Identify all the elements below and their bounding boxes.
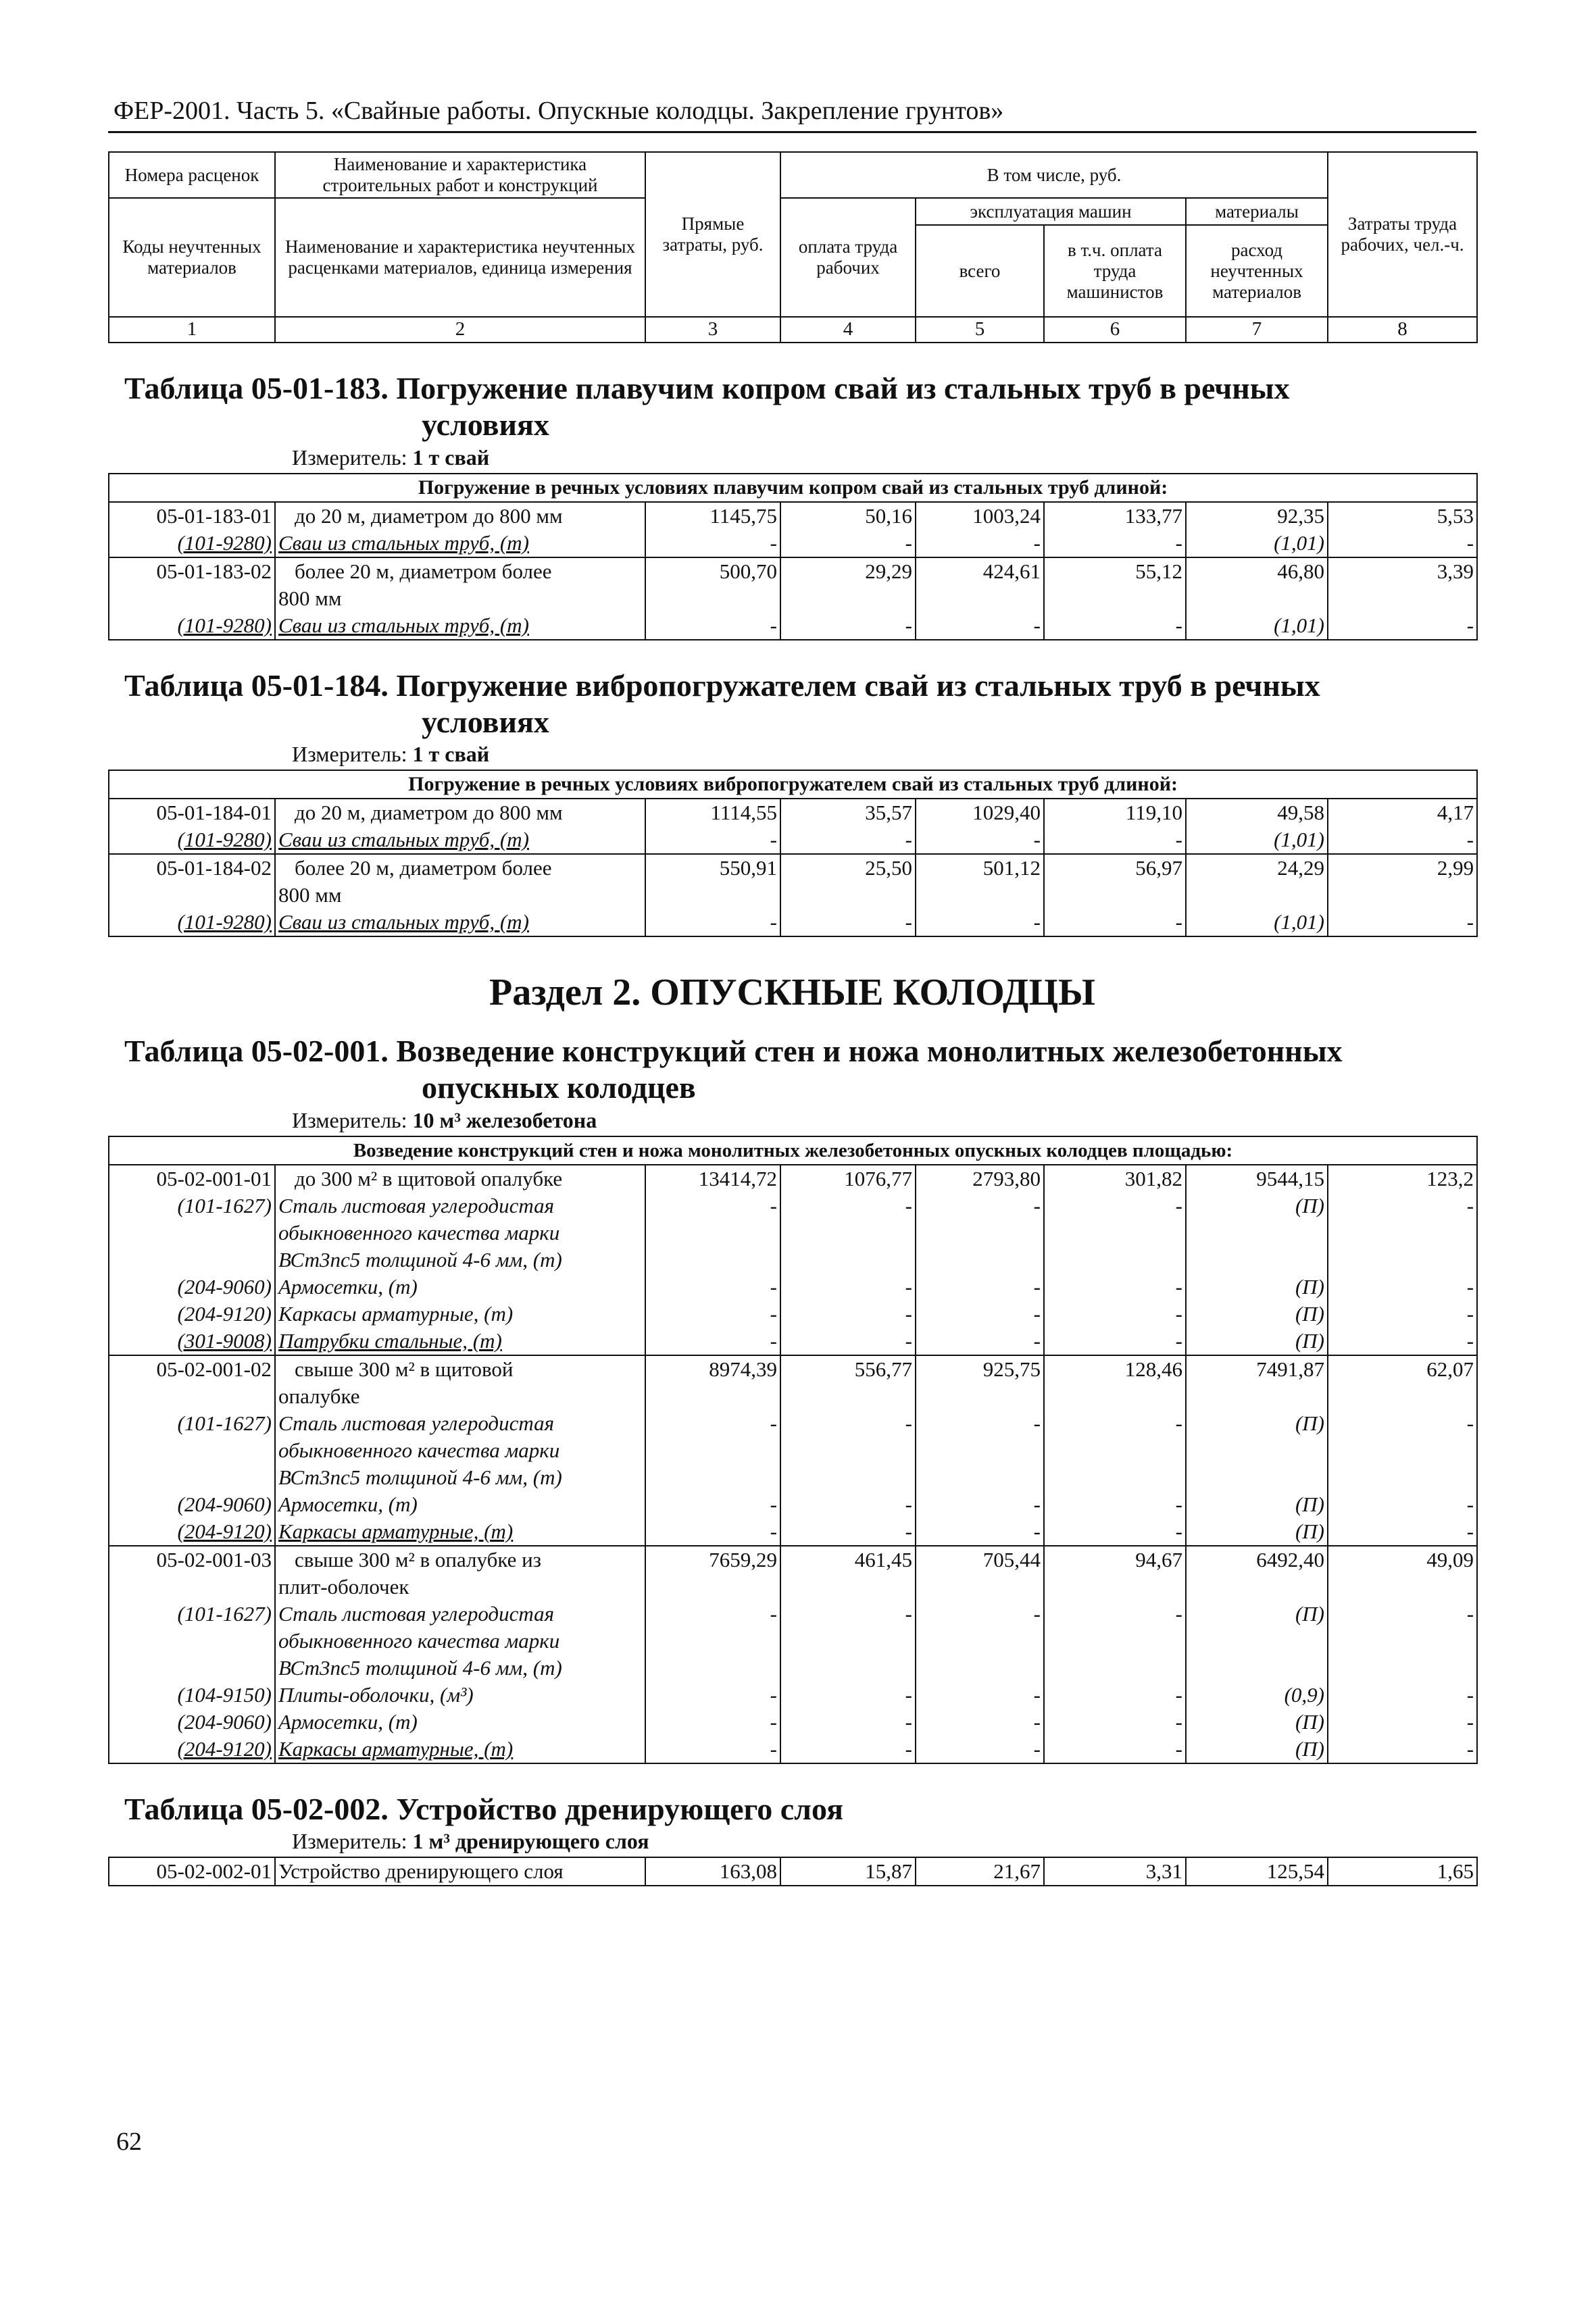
resource-name-line: Сталь листовая углеродистая xyxy=(278,1601,555,1626)
labor: - xyxy=(1328,1491,1477,1518)
materials: (1,01) xyxy=(1186,826,1328,854)
labor: - xyxy=(1328,1682,1477,1709)
direct-costs: - xyxy=(645,1518,780,1546)
header-materials: материалы xyxy=(1186,198,1328,225)
wage: - xyxy=(780,1328,916,1355)
machines-total: - xyxy=(916,1274,1044,1301)
machines-operators: 119,10 xyxy=(1044,799,1186,826)
measure-unit xyxy=(292,742,1476,767)
labor: - xyxy=(1328,1518,1477,1546)
wage: 35,57 xyxy=(780,799,916,826)
header-machines: эксплуатация машин xyxy=(916,198,1186,225)
wage: - xyxy=(780,1491,916,1518)
machines-operators: - xyxy=(1044,1328,1186,1355)
rate-name xyxy=(275,1546,645,1601)
measure-unit xyxy=(292,445,1476,470)
machines-total: - xyxy=(916,1709,1044,1736)
rate-name: до 20 м, диаметром до 800 мм xyxy=(275,799,645,826)
header-code-bottom: Коды неучтенных материалов xyxy=(109,198,275,317)
machines-total: - xyxy=(916,1491,1044,1518)
labor: - xyxy=(1328,1192,1477,1274)
header-code-top: Номера расценок xyxy=(109,152,275,198)
machines-operators: - xyxy=(1044,1491,1186,1518)
direct-costs: - xyxy=(645,612,780,640)
table-title-line: Таблица 05-01-184. Погружение вибропогружателем свай из стальных труб в речных xyxy=(124,668,1320,703)
wage: - xyxy=(780,612,916,640)
rate-code: 05-02-001-03 xyxy=(109,1546,275,1601)
direct-costs: - xyxy=(645,1491,780,1518)
wage: - xyxy=(780,1410,916,1491)
resource-code: (204-9060) xyxy=(109,1274,275,1301)
wage: - xyxy=(780,1518,916,1546)
table-row xyxy=(109,1328,1477,1355)
materials: (П) xyxy=(1186,1491,1328,1518)
resource-name: Сваи из стальных труб, (т) xyxy=(275,530,645,557)
rate-name-line: опалубке xyxy=(278,1384,360,1408)
materials: (1,01) xyxy=(1186,909,1328,936)
labor: 1,65 xyxy=(1328,1857,1477,1886)
header-labor: Затраты труда рабочих, чел.-ч. xyxy=(1328,152,1477,317)
materials: 46,80 xyxy=(1186,557,1328,612)
machines-total: 925,75 xyxy=(916,1355,1044,1410)
materials: 7491,87 xyxy=(1186,1355,1328,1410)
measure-label: Измеритель: xyxy=(292,1828,413,1853)
machines-operators: - xyxy=(1044,1301,1186,1328)
direct-costs: 1114,55 xyxy=(645,799,780,826)
direct-costs: - xyxy=(645,1301,780,1328)
labor: 49,09 xyxy=(1328,1546,1477,1601)
rate-name: Устройство дренирующего слоя xyxy=(275,1857,645,1886)
materials: 9544,15 xyxy=(1186,1165,1328,1192)
labor: - xyxy=(1328,1328,1477,1355)
resource-name-line: обыкновенного качества марки xyxy=(278,1438,560,1462)
direct-costs: - xyxy=(645,1274,780,1301)
wage: 461,45 xyxy=(780,1546,916,1601)
machines-operators: - xyxy=(1044,1601,1186,1682)
machines-total: - xyxy=(916,909,1044,936)
wage: 1076,77 xyxy=(780,1165,916,1192)
col-num: 1 xyxy=(109,317,275,343)
labor: - xyxy=(1328,909,1477,936)
col-num: 7 xyxy=(1186,317,1328,343)
rate-name xyxy=(275,1355,645,1410)
resource-code: (101-1627) xyxy=(109,1410,275,1491)
wage: - xyxy=(780,826,916,854)
materials: (П) xyxy=(1186,1192,1328,1274)
machines-operators: - xyxy=(1044,530,1186,557)
machines-operators: 56,97 xyxy=(1044,854,1186,909)
resource-name xyxy=(275,1601,645,1682)
machines-operators: - xyxy=(1044,826,1186,854)
resource-name: Каркасы арматурные, (т) xyxy=(275,1736,645,1763)
machines-operators: 3,31 xyxy=(1044,1857,1186,1886)
labor: - xyxy=(1328,530,1477,557)
table-row xyxy=(109,854,1477,909)
labor: - xyxy=(1328,612,1477,640)
machines-total: - xyxy=(916,530,1044,557)
materials: (П) xyxy=(1186,1518,1328,1546)
machines-operators: - xyxy=(1044,1682,1186,1709)
direct-costs: - xyxy=(645,1736,780,1763)
group-heading: Погружение в речных условиях вибропогружателем свай из стальных труб длиной: xyxy=(109,770,1477,799)
running-head: ФЕР-2001. Часть 5. «Свайные работы. Опускные колодцы. Закрепление грунтов» xyxy=(114,97,1004,125)
rate-code: 05-01-184-02 xyxy=(109,854,275,909)
direct-costs: 8974,39 xyxy=(645,1355,780,1410)
wage: - xyxy=(780,909,916,936)
table-row xyxy=(109,1601,1477,1682)
wage: - xyxy=(780,1192,916,1274)
resource-name: Плиты-оболочки, (м³) xyxy=(275,1682,645,1709)
table-row xyxy=(109,1682,1477,1709)
rate-code: 05-01-183-01 xyxy=(109,502,275,530)
table-row xyxy=(109,1192,1477,1274)
pricing-table xyxy=(108,473,1478,640)
measure-value: 1 м³ дренирующего слоя xyxy=(412,1828,649,1853)
col-num: 3 xyxy=(645,317,780,343)
group-heading: Возведение конструкций стен и ножа монолитных железобетонных опускных колодцев площадью: xyxy=(109,1136,1477,1165)
machines-total: - xyxy=(916,1192,1044,1274)
rate-name-line: 800 мм xyxy=(278,586,342,610)
table-row xyxy=(109,502,1477,530)
table-title xyxy=(124,668,1476,741)
table-row xyxy=(109,1410,1477,1491)
rate-name: до 300 м² в щитовой опалубке xyxy=(275,1165,645,1192)
materials: (П) xyxy=(1186,1736,1328,1763)
resource-code: (101-1627) xyxy=(109,1601,275,1682)
resource-name: Сваи из стальных труб, (т) xyxy=(275,826,645,854)
measure-label: Измеритель: xyxy=(292,445,413,470)
direct-costs: - xyxy=(645,826,780,854)
col-num: 4 xyxy=(780,317,916,343)
header-name-bottom: Наименование и характеристика неучтенных расценками материалов, единица измерения xyxy=(275,198,645,317)
materials: (П) xyxy=(1186,1301,1328,1328)
labor: 62,07 xyxy=(1328,1355,1477,1410)
materials: (П) xyxy=(1186,1328,1328,1355)
rate-name-line: более 20 м, диаметром более xyxy=(295,856,552,880)
wage: 50,16 xyxy=(780,502,916,530)
machines-total: 501,12 xyxy=(916,854,1044,909)
resource-name: Сваи из стальных труб, (т) xyxy=(275,612,645,640)
wage: - xyxy=(780,1709,916,1736)
wage: 15,87 xyxy=(780,1857,916,1886)
machines-total: - xyxy=(916,1518,1044,1546)
labor: 2,99 xyxy=(1328,854,1477,909)
rate-name-line: плит-оболочек xyxy=(278,1574,409,1599)
column-header-table xyxy=(108,151,1478,343)
machines-operators: - xyxy=(1044,1736,1186,1763)
materials: 6492,40 xyxy=(1186,1546,1328,1601)
materials: (1,01) xyxy=(1186,530,1328,557)
labor: 123,2 xyxy=(1328,1165,1477,1192)
column-number-row xyxy=(109,317,1477,343)
resource-name xyxy=(275,1192,645,1274)
col-num: 2 xyxy=(275,317,645,343)
table-title-line: Таблица 05-02-001. Возведение конструкций стен и ножа монолитных железобетонных xyxy=(124,1034,1343,1069)
wage: - xyxy=(780,1682,916,1709)
machines-total: - xyxy=(916,1682,1044,1709)
machines-total: - xyxy=(916,1736,1044,1763)
wage: - xyxy=(780,530,916,557)
direct-costs: - xyxy=(645,1192,780,1274)
table-row xyxy=(109,557,1477,612)
machines-operators: 301,82 xyxy=(1044,1165,1186,1192)
resource-name-line: обыкновенного качества марки xyxy=(278,1220,560,1244)
machines-total: - xyxy=(916,612,1044,640)
machines-operators: 133,77 xyxy=(1044,502,1186,530)
header-name-top: Наименование и характеристика строительных работ и конструкций xyxy=(275,152,645,198)
direct-costs: - xyxy=(645,530,780,557)
table-row xyxy=(109,1709,1477,1736)
measure-label: Измеритель: xyxy=(292,1107,413,1132)
resource-name: Армосетки, (т) xyxy=(275,1274,645,1301)
header-direct-costs: Прямые затраты, руб. xyxy=(645,152,780,317)
rate-name: до 20 м, диаметром до 800 мм xyxy=(275,502,645,530)
header-machines-operators: в т.ч. оплата труда машинистов xyxy=(1044,225,1186,317)
header-rule xyxy=(108,131,1476,133)
machines-operators: 94,67 xyxy=(1044,1546,1186,1601)
labor: - xyxy=(1328,1736,1477,1763)
wage: 29,29 xyxy=(780,557,916,612)
resource-name: Сваи из стальных труб, (т) xyxy=(275,909,645,936)
direct-costs: 1145,75 xyxy=(645,502,780,530)
resource-name-line: Сталь листовая углеродистая xyxy=(278,1411,555,1435)
group-heading: Погружение в речных условиях плавучим копром свай из стальных труб длиной: xyxy=(109,474,1477,502)
header-materials-unaccounted: расход неучтенных материалов xyxy=(1186,225,1328,317)
table-row xyxy=(109,612,1477,640)
table-row xyxy=(109,1491,1477,1518)
direct-costs: 500,70 xyxy=(645,557,780,612)
resource-name: Каркасы арматурные, (т) xyxy=(275,1301,645,1328)
table-title-line: опускных колодцев xyxy=(422,1070,696,1105)
resource-name-line: ВСт3пс5 толщиной 4-6 мм, (т) xyxy=(278,1655,562,1680)
labor: - xyxy=(1328,826,1477,854)
measure-unit xyxy=(292,1829,1476,1854)
resource-code: (101-1627) xyxy=(109,1192,275,1274)
pricing-table xyxy=(108,1136,1478,1764)
pricing-table xyxy=(108,1857,1478,1886)
measure-unit xyxy=(292,1108,1476,1133)
machines-operators: - xyxy=(1044,612,1186,640)
wage: - xyxy=(780,1736,916,1763)
col-num: 6 xyxy=(1044,317,1186,343)
materials: (0,9) xyxy=(1186,1682,1328,1709)
table-row xyxy=(109,1857,1477,1886)
measure-label: Измеритель: xyxy=(292,742,413,767)
machines-total: - xyxy=(916,1301,1044,1328)
direct-costs: 550,91 xyxy=(645,854,780,909)
table-title: Таблица 05-02-002. Устройство дренирующего слоя xyxy=(124,1791,843,1826)
header-wage: оплата труда рабочих xyxy=(780,198,916,317)
materials: (П) xyxy=(1186,1274,1328,1301)
table-row xyxy=(109,1274,1477,1301)
machines-total: 21,67 xyxy=(916,1857,1044,1886)
resource-code: (104-9150) xyxy=(109,1682,275,1709)
direct-costs: - xyxy=(645,1410,780,1491)
direct-costs: - xyxy=(645,1328,780,1355)
wage: - xyxy=(780,1274,916,1301)
labor: - xyxy=(1328,1601,1477,1682)
resource-code: (101-9280) xyxy=(109,909,275,936)
direct-costs: 7659,29 xyxy=(645,1546,780,1601)
rate-name xyxy=(275,557,645,612)
resource-code: (101-9280) xyxy=(109,612,275,640)
wage: 25,50 xyxy=(780,854,916,909)
table-title-line: условиях xyxy=(422,704,549,739)
machines-total: - xyxy=(916,826,1044,854)
pricing-table xyxy=(108,770,1478,937)
rate-name-line: свыше 300 м² в опалубке из xyxy=(295,1547,541,1571)
direct-costs: - xyxy=(645,1682,780,1709)
measure-value: 10 м³ железобетона xyxy=(412,1107,597,1132)
resource-name-line: Сталь листовая углеродистая xyxy=(278,1193,555,1217)
machines-total: - xyxy=(916,1410,1044,1491)
machines-operators: - xyxy=(1044,1274,1186,1301)
resource-code: (204-9120) xyxy=(109,1301,275,1328)
resource-code: (101-9280) xyxy=(109,826,275,854)
resource-name-line: ВСт3пс5 толщиной 4-6 мм, (т) xyxy=(278,1247,562,1272)
machines-operators: 55,12 xyxy=(1044,557,1186,612)
machines-operators: - xyxy=(1044,1410,1186,1491)
machines-operators: - xyxy=(1044,1518,1186,1546)
header-machines-total: всего xyxy=(916,225,1044,317)
machines-operators: - xyxy=(1044,1192,1186,1274)
rate-code: 05-01-184-01 xyxy=(109,799,275,826)
machines-total: - xyxy=(916,1601,1044,1682)
table-title xyxy=(124,370,1476,444)
col-num: 5 xyxy=(916,317,1044,343)
table-row xyxy=(109,1165,1477,1192)
materials: 49,58 xyxy=(1186,799,1328,826)
machines-operators: - xyxy=(1044,1709,1186,1736)
resource-code: (301-9008) xyxy=(109,1328,275,1355)
measure-value: 1 т свай xyxy=(412,445,490,470)
table-row xyxy=(109,1546,1477,1601)
resource-name-line: обыкновенного качества марки xyxy=(278,1628,560,1653)
resource-code: (204-9120) xyxy=(109,1518,275,1546)
wage: - xyxy=(780,1301,916,1328)
rate-code: 05-02-002-01 xyxy=(109,1857,275,1886)
rate-code: 05-01-183-02 xyxy=(109,557,275,612)
page-number: 62 xyxy=(116,2128,142,2156)
machines-total: 1003,24 xyxy=(916,502,1044,530)
rate-name-line: 800 мм xyxy=(278,883,342,907)
rate-name xyxy=(275,854,645,909)
wage: - xyxy=(780,1601,916,1682)
labor: - xyxy=(1328,1274,1477,1301)
machines-operators: 128,46 xyxy=(1044,1355,1186,1410)
machines-operators: - xyxy=(1044,909,1186,936)
table-row xyxy=(109,1518,1477,1546)
table-title-line: условиях xyxy=(422,407,549,443)
table-row xyxy=(109,1355,1477,1410)
machines-total: 424,61 xyxy=(916,557,1044,612)
labor: - xyxy=(1328,1301,1477,1328)
materials: (1,01) xyxy=(1186,612,1328,640)
resource-name: Патрубки стальные, (т) xyxy=(275,1328,645,1355)
table-row xyxy=(109,826,1477,854)
labor: - xyxy=(1328,1410,1477,1491)
resource-code: (204-9120) xyxy=(109,1736,275,1763)
materials: (П) xyxy=(1186,1709,1328,1736)
col-num: 8 xyxy=(1328,317,1477,343)
materials: (П) xyxy=(1186,1601,1328,1682)
resource-name: Армосетки, (т) xyxy=(275,1709,645,1736)
table-row xyxy=(109,909,1477,936)
direct-costs: 163,08 xyxy=(645,1857,780,1886)
resource-name-line: ВСт3пс5 толщиной 4-6 мм, (т) xyxy=(278,1465,562,1489)
resource-name: Армосетки, (т) xyxy=(275,1491,645,1518)
labor: - xyxy=(1328,1709,1477,1736)
labor: 4,17 xyxy=(1328,799,1477,826)
direct-costs: - xyxy=(645,909,780,936)
page-content xyxy=(108,151,1476,1886)
resource-name: Каркасы арматурные, (т) xyxy=(275,1518,645,1546)
table-title-line: Таблица 05-01-183. Погружение плавучим копром свай из стальных труб в речных xyxy=(124,371,1290,406)
resource-code: (204-9060) xyxy=(109,1491,275,1518)
resource-code: (204-9060) xyxy=(109,1709,275,1736)
table-row xyxy=(109,530,1477,557)
direct-costs: - xyxy=(645,1601,780,1682)
machines-total: 1029,40 xyxy=(916,799,1044,826)
resource-name xyxy=(275,1410,645,1491)
header-including: В том числе, руб. xyxy=(780,152,1328,198)
materials: 24,29 xyxy=(1186,854,1328,909)
resource-code: (101-9280) xyxy=(109,530,275,557)
table-row xyxy=(109,799,1477,826)
table-row xyxy=(109,1736,1477,1763)
rate-name-line: более 20 м, диаметром более xyxy=(295,559,552,583)
materials: (П) xyxy=(1186,1410,1328,1491)
materials: 125,54 xyxy=(1186,1857,1328,1886)
machines-total: 705,44 xyxy=(916,1546,1044,1601)
labor: 3,39 xyxy=(1328,557,1477,612)
direct-costs: 13414,72 xyxy=(645,1165,780,1192)
materials: 92,35 xyxy=(1186,502,1328,530)
rate-name-line: свыше 300 м² в щитовой xyxy=(295,1357,514,1381)
wage: 556,77 xyxy=(780,1355,916,1410)
measure-value: 1 т свай xyxy=(412,742,490,767)
rate-code: 05-02-001-02 xyxy=(109,1355,275,1410)
section-title: Раздел 2. ОПУСКНЫЕ КОЛОДЦЫ xyxy=(489,972,1095,1014)
table-title xyxy=(124,1033,1476,1107)
labor: 5,53 xyxy=(1328,502,1477,530)
table-row xyxy=(109,1301,1477,1328)
rate-code: 05-02-001-01 xyxy=(109,1165,275,1192)
machines-total: - xyxy=(916,1328,1044,1355)
machines-total: 2793,80 xyxy=(916,1165,1044,1192)
direct-costs: - xyxy=(645,1709,780,1736)
